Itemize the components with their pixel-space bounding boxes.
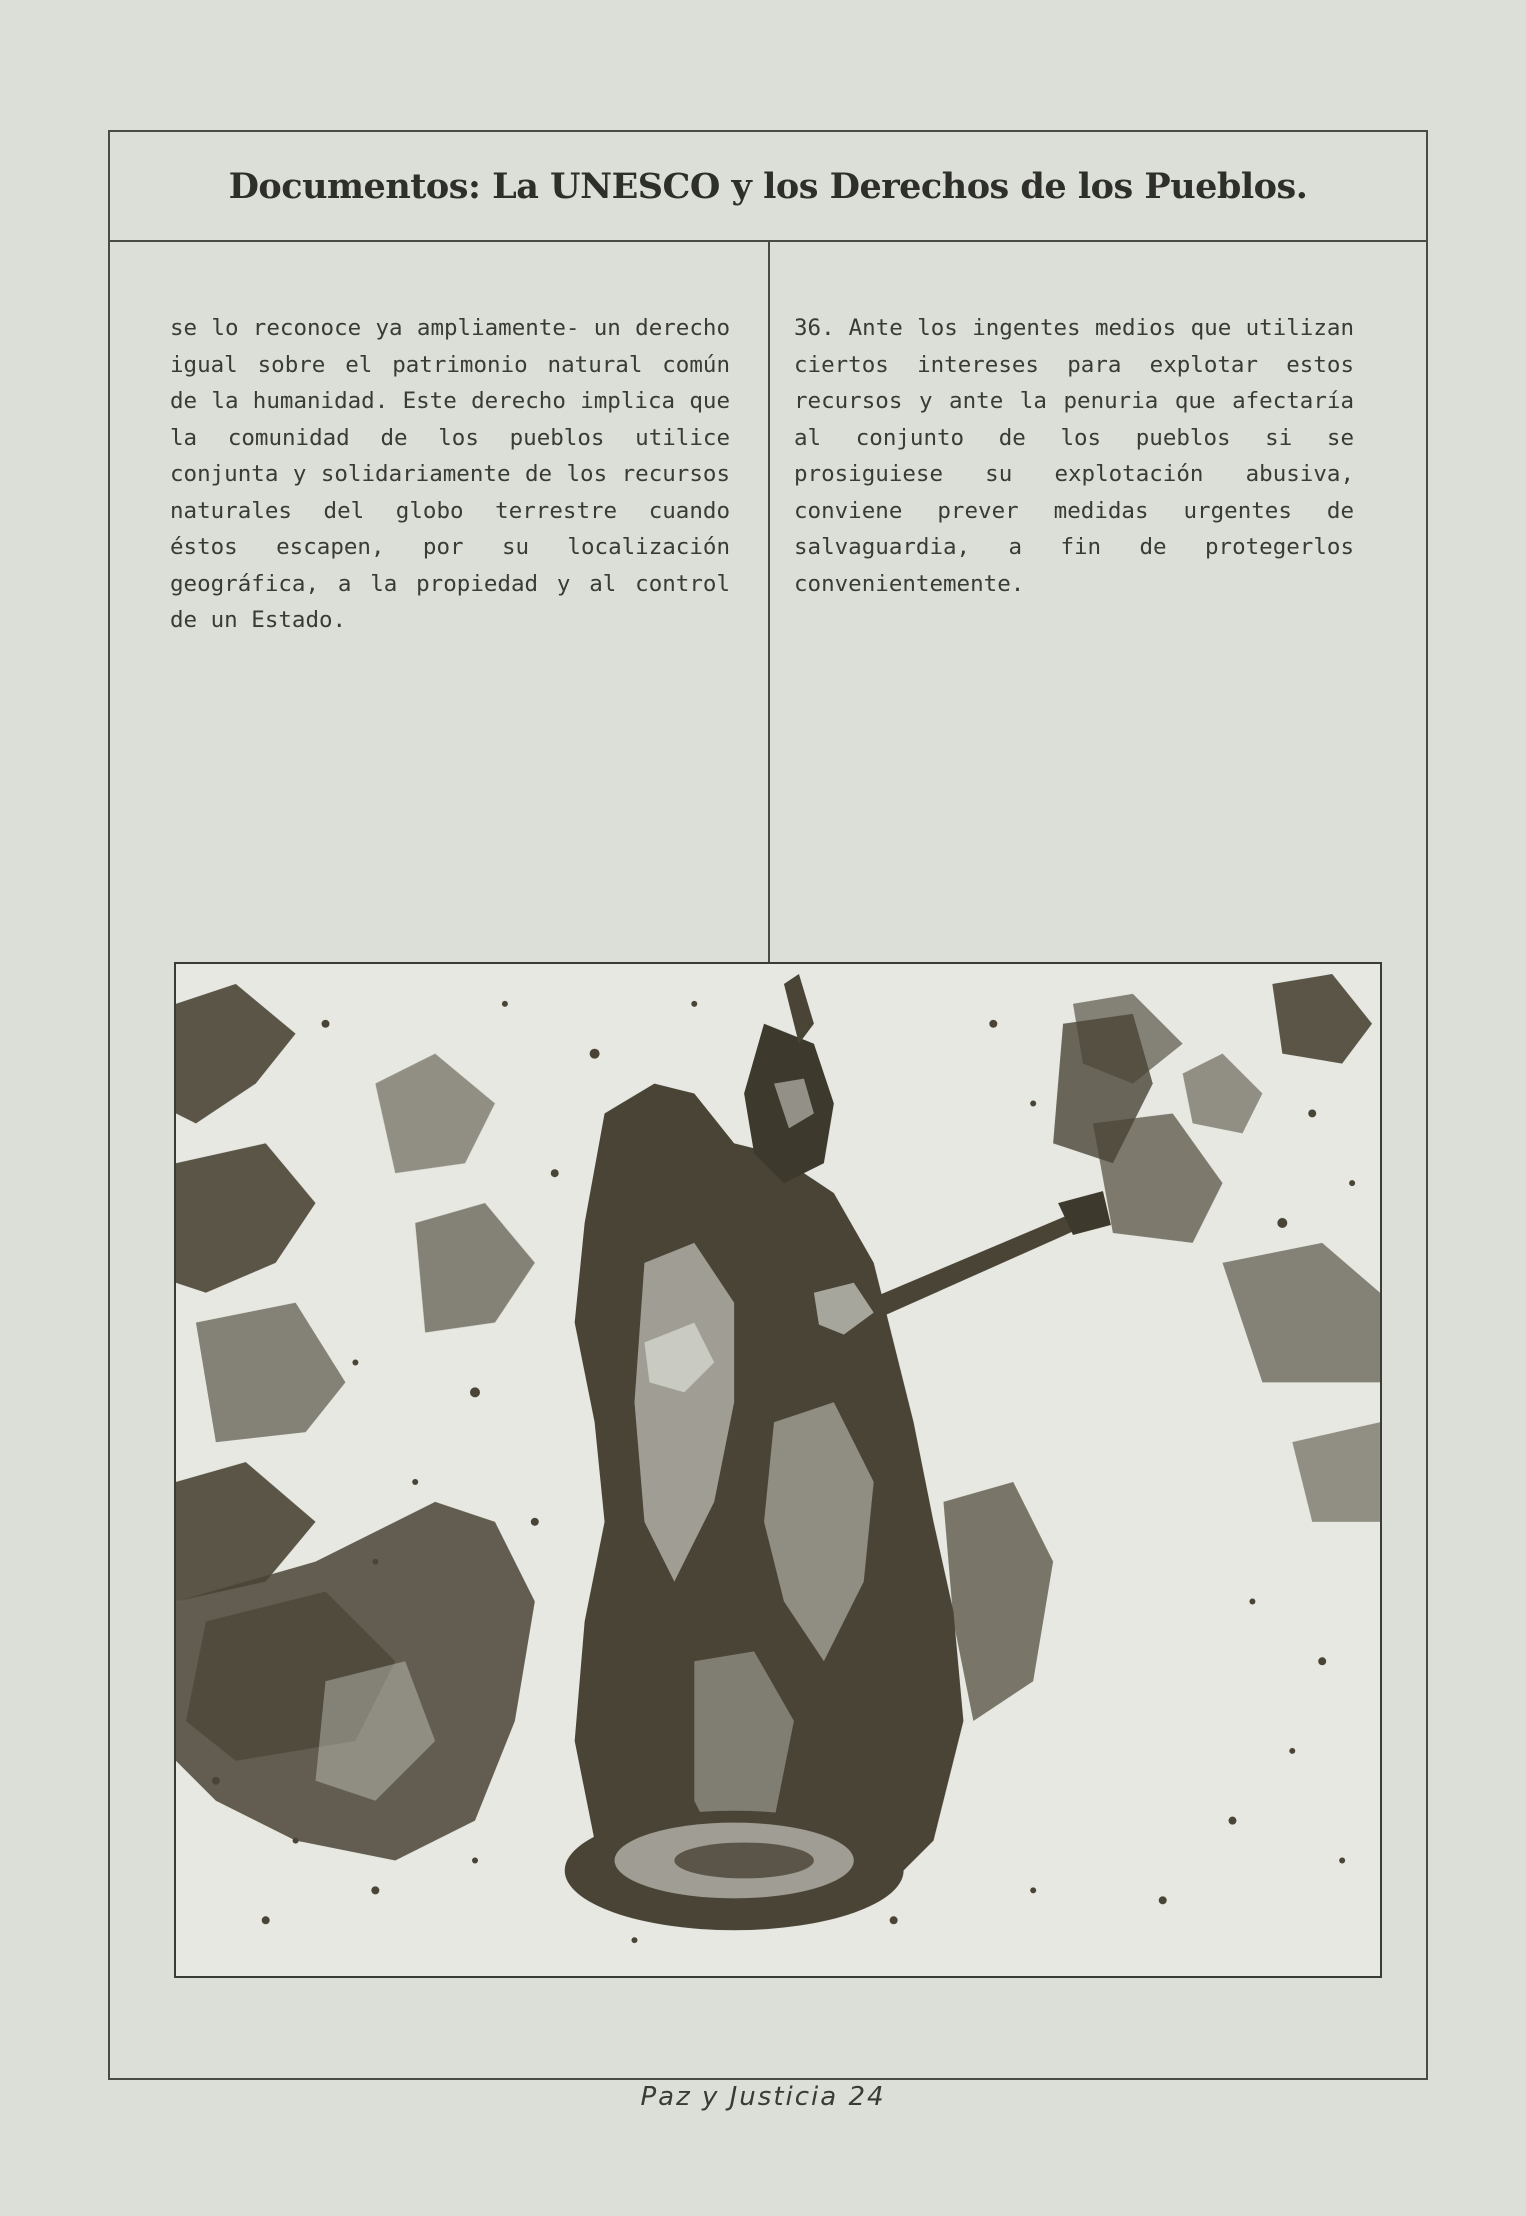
page-frame: [108, 130, 1428, 2080]
right-column-paragraph: [794, 310, 1354, 602]
page-title: Documentos: La UNESCO y los Derechos de los Pueblos.: [228, 165, 1308, 207]
left-column-paragraph: se lo reconoce ya ampliamente- un derecho igual sobre el patrimonio natural común de la humanidad. Este derecho implica que la comunidad de los pueblos utilice conjunta y solidariamente de los recursos naturales del globo terrestre cuando éstos escapen, por su localización geográfica, a la propiedad y al control de un Estado.: [170, 315, 730, 633]
left-column: [170, 310, 730, 639]
paragraph-number: 36.: [794, 315, 835, 341]
musician-photo-illustration: [176, 964, 1380, 1976]
paragraph-text: Ante los ingentes medios que utilizan ciertos intereses para explotar estos recursos y ante la penuria que afectaría al conjunto de los pueblos si se prosiguiese su explotación abusiva, conviene prever medidas urgentes de salvaguardia, a fin de protegerlos convenientemente.: [794, 315, 1354, 597]
halftone-photo: [174, 962, 1382, 1978]
right-column: [794, 310, 1354, 602]
page-header: [110, 132, 1426, 242]
page-footer: Paz y Justicia 24: [640, 2082, 886, 2112]
